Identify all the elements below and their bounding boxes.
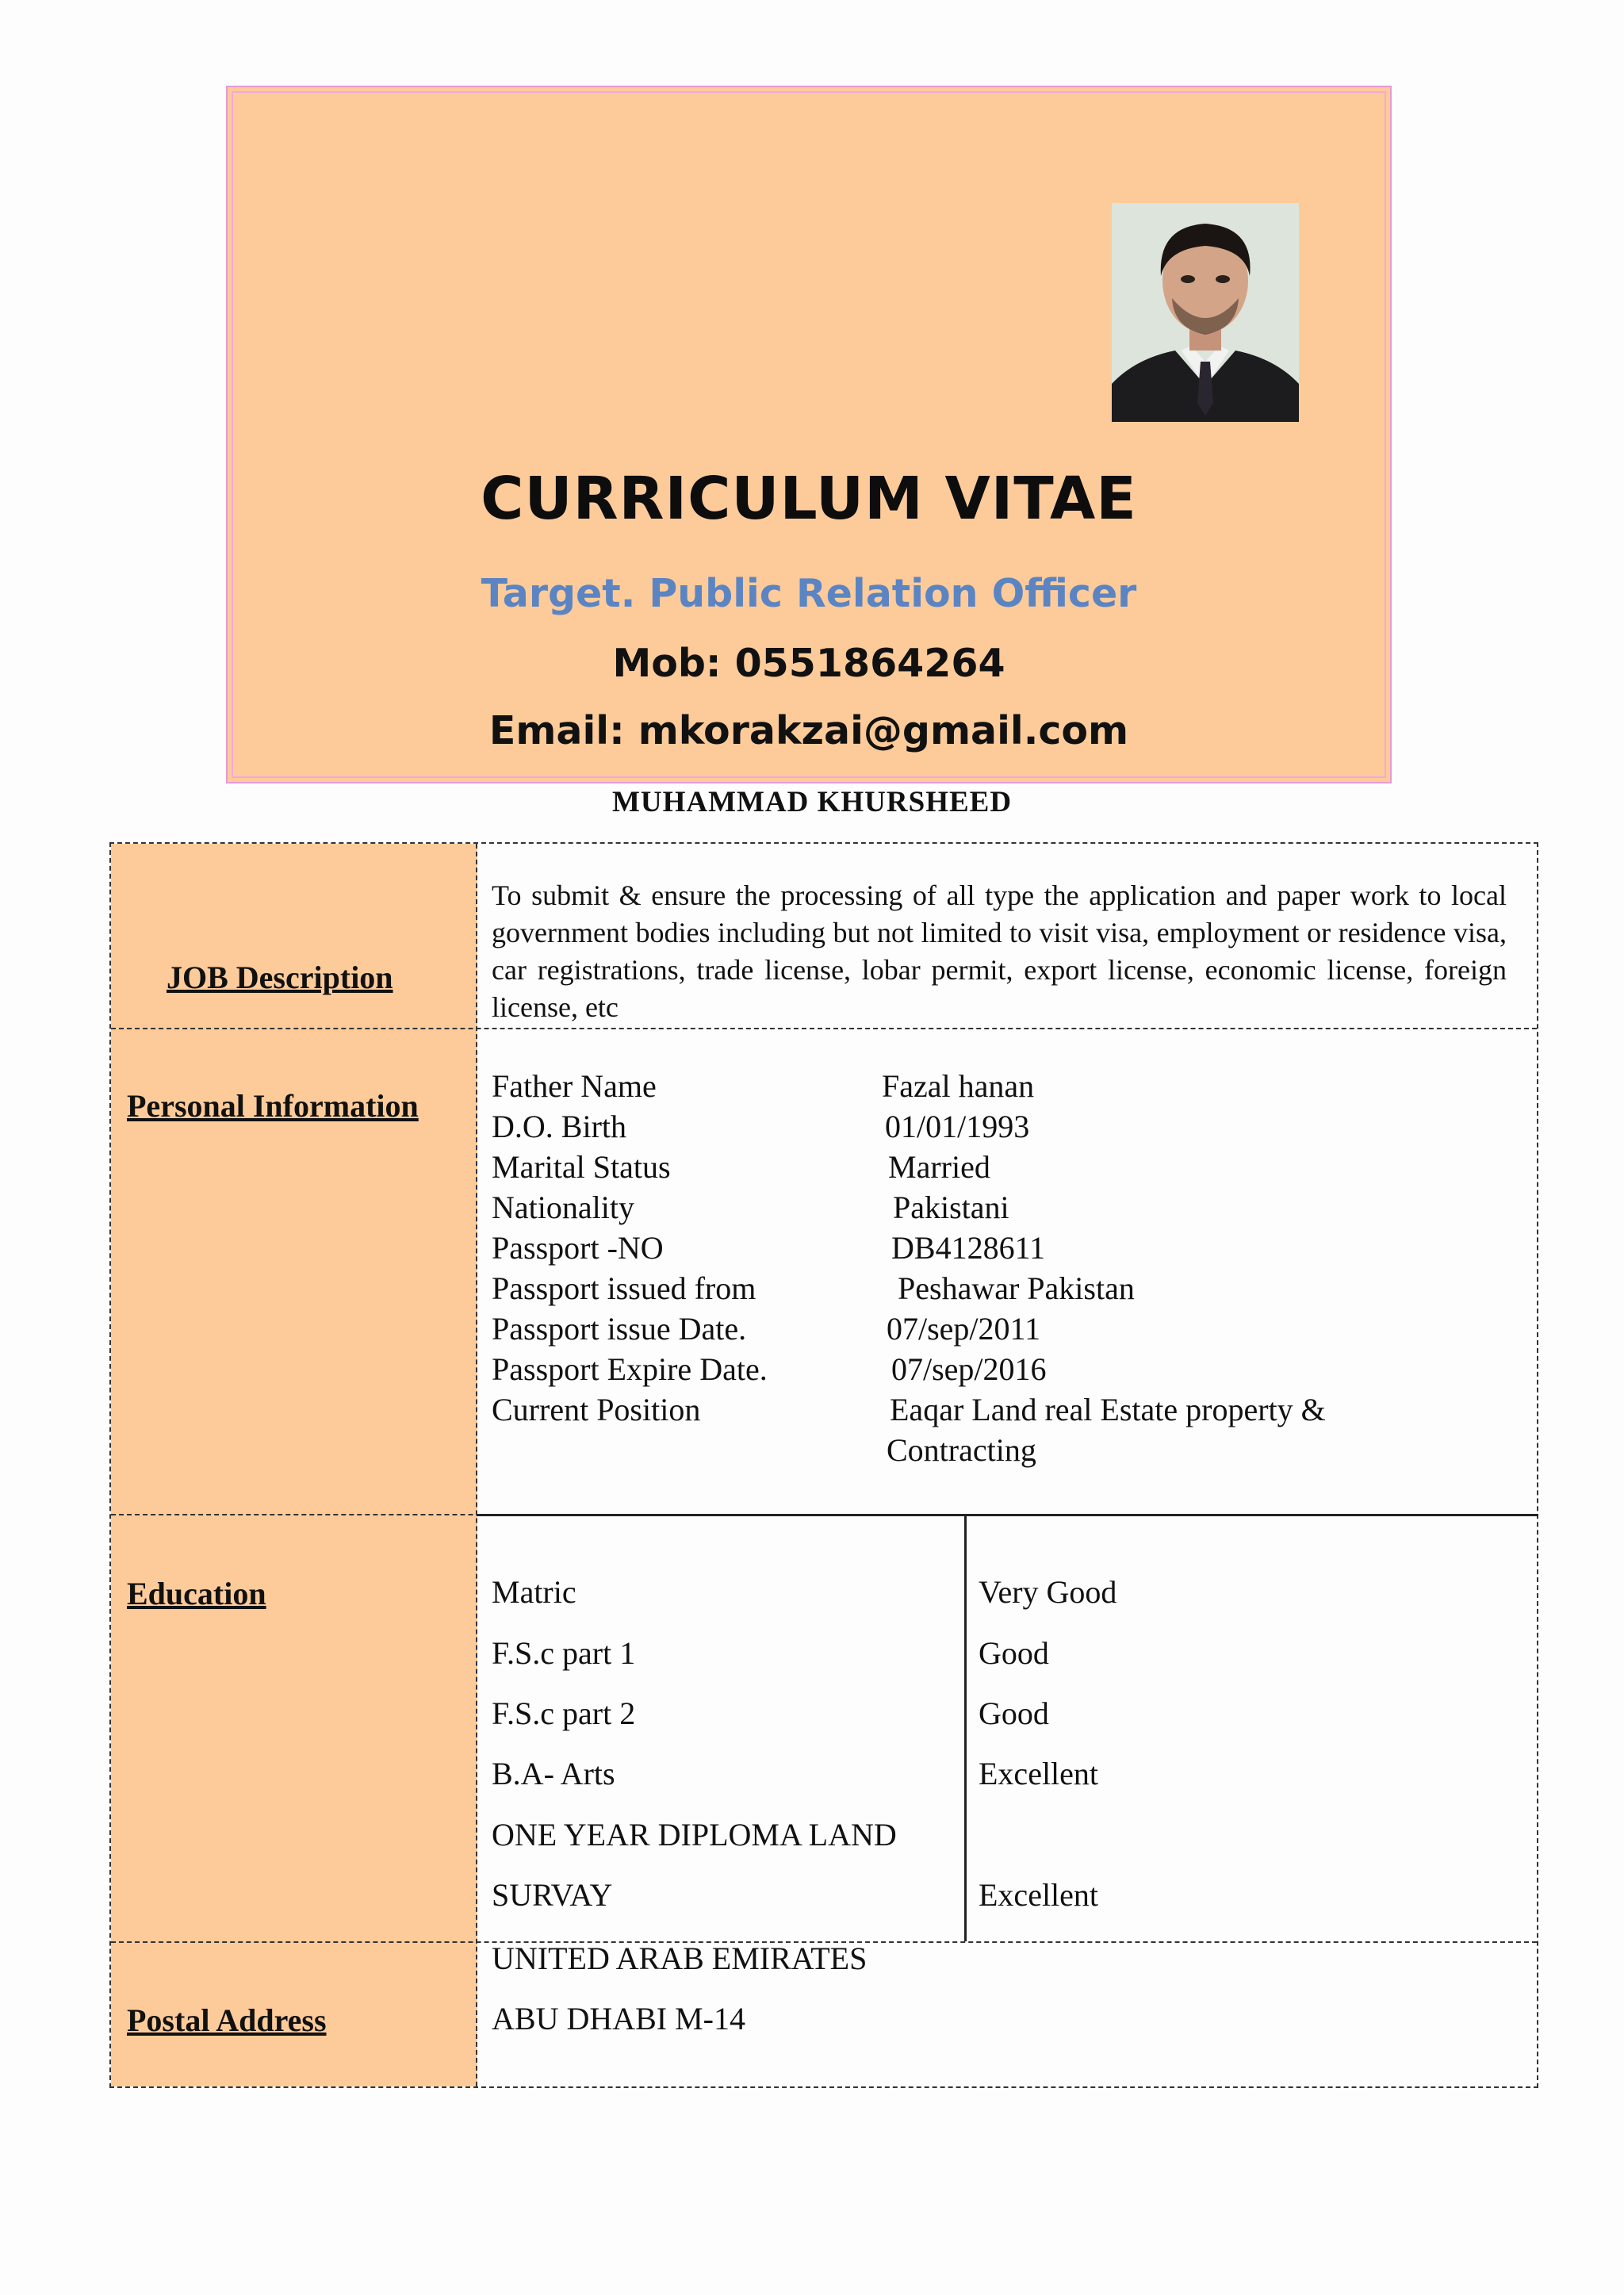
cv-title: CURRICULUM VITAE (481, 465, 1137, 533)
education-course: F.S.c part 1 (492, 1635, 636, 1671)
education-course: Matric (492, 1574, 576, 1610)
postal-address-line: UNITED ARAB EMIRATES (492, 1941, 868, 1976)
personal-value: Peshawar Pakistan (898, 1270, 1135, 1306)
education-course: F.S.c part 2 (492, 1695, 636, 1731)
personal-value: Contracting (887, 1432, 1036, 1468)
education-grade: Very Good (979, 1574, 1117, 1610)
education-course: ONE YEAR DIPLOMA LAND (492, 1817, 897, 1852)
profile-photo (1112, 203, 1299, 422)
personal-key: Nationality (492, 1190, 634, 1225)
personal-key: Current Position (492, 1392, 701, 1427)
mobile-number: Mob: 0551864264 (612, 641, 1005, 686)
target-position: Target. Public Relation Officer (481, 571, 1137, 616)
personal-information-label: Personal Information (127, 1088, 419, 1124)
cv-table (109, 842, 1538, 2088)
postal-address-label: Postal Address (127, 2002, 327, 2038)
personal-key: Passport Expire Date. (492, 1351, 768, 1387)
personal-key: Marital Status (492, 1149, 671, 1185)
education-course: SURVAY (492, 1877, 613, 1913)
candidate-name: MUHAMMAD KHURSHEED (611, 786, 1013, 818)
personal-value: Married (888, 1149, 990, 1185)
personal-value: Fazal hanan (882, 1068, 1035, 1104)
personal-value: 01/01/1993 (885, 1109, 1030, 1144)
job-description-label: JOB Description (167, 960, 393, 995)
personal-key: Passport issued from (492, 1270, 756, 1306)
personal-value: 07/sep/2011 (887, 1311, 1041, 1347)
education-grade: Excellent (979, 1877, 1099, 1913)
personal-key: Passport issue Date. (492, 1311, 747, 1347)
job-description-text: To submit & ensure the processing of all type the application and paper work to local government bodies including but not limited to visit visa, employment or residence visa, car registrations, trade license, lobar permit, export license, economic license, foreign license, etc (492, 879, 1507, 1023)
personal-value: 07/sep/2016 (891, 1351, 1047, 1387)
education-column-divider (964, 1514, 967, 1941)
personal-key: D.O. Birth (492, 1109, 626, 1144)
personal-key: Father Name (492, 1068, 657, 1104)
education-course: B.A- Arts (492, 1756, 615, 1791)
personal-value: Eaqar Land real Estate property & (890, 1392, 1326, 1427)
personal-value: Pakistani (893, 1190, 1009, 1225)
row-divider (111, 1028, 1537, 1029)
education-grade: Excellent (979, 1756, 1099, 1791)
education-label: Education (127, 1576, 266, 1611)
education-grade: Good (979, 1635, 1049, 1671)
personal-value: DB4128611 (891, 1230, 1046, 1266)
personal-key: Passport -NO (492, 1230, 664, 1266)
label-column (111, 844, 477, 2086)
education-grade: Good (979, 1695, 1049, 1731)
email-address: Email: mkorakzai@gmail.com (488, 708, 1129, 753)
postal-address-line: ABU DHABI M-14 (492, 2001, 745, 2036)
